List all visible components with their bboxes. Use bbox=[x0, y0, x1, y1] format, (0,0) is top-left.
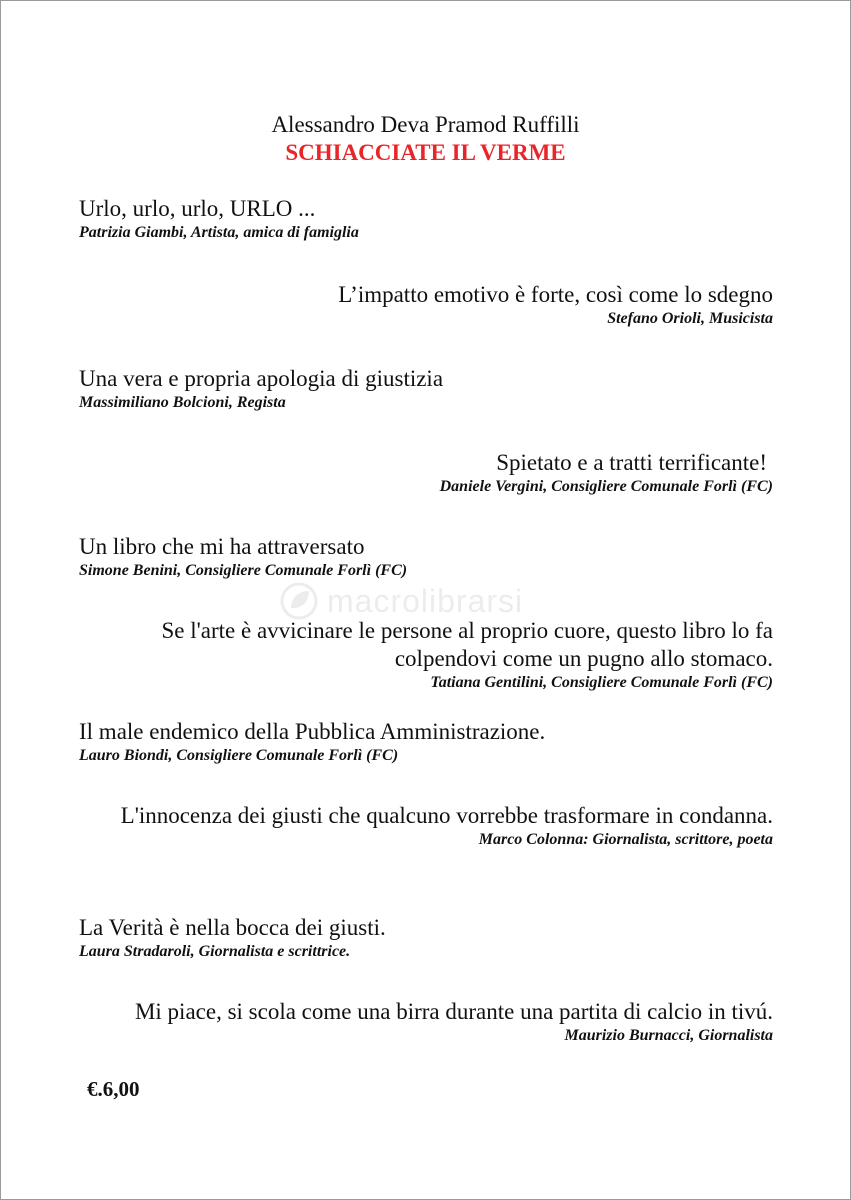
quote-source: Laura Stradaroli, Giornalista e scrittrice. bbox=[79, 943, 351, 960]
book-header bbox=[1, 111, 850, 167]
quote-text: Se l'arte è avvicinare le persone al proprio cuore, questo libro lo fa colpendovi come un pugno allo stomaco. bbox=[161, 618, 773, 671]
watermark-text: macrolibrarsi bbox=[327, 582, 524, 619]
quote-source: Tatiana Gentilini, Consigliere Comunale Forlì (FC) bbox=[430, 674, 773, 691]
quote-text: Il male endemico della Pubblica Amministrazione. bbox=[79, 719, 546, 744]
quote-text: L'innocenza dei giusti che qualcuno vorrebbe trasformare in condanna. bbox=[120, 803, 773, 828]
quote-item bbox=[79, 533, 773, 581]
quote-item bbox=[79, 802, 773, 850]
quote-item bbox=[79, 195, 773, 243]
quote-text: Mi piace, si scola come una birra durante una partita di calcio in tivú. bbox=[134, 999, 773, 1024]
quote-text: Urlo, urlo, urlo, URLO ... bbox=[79, 196, 316, 221]
quote-text: La Verità è nella bocca dei giusti. bbox=[79, 915, 386, 940]
leaf-logo-icon bbox=[279, 581, 319, 621]
quote-item bbox=[79, 998, 773, 1046]
quote-item bbox=[79, 617, 773, 693]
quote-source: Marco Colonna: Giornalista, scrittore, poeta bbox=[478, 831, 773, 848]
quote-item bbox=[79, 718, 773, 766]
author-name: Alessandro Deva Pramod Ruffilli bbox=[271, 112, 580, 137]
quote-text: Un libro che mi ha attraversato bbox=[79, 534, 365, 559]
quote-item bbox=[79, 914, 773, 962]
quote-text: L’impatto emotivo è forte, così come lo sdegno bbox=[338, 282, 773, 307]
quote-source: Massimiliano Bolcioni, Regista bbox=[79, 394, 286, 411]
quote-item bbox=[79, 281, 773, 329]
quote-source: Maurizio Burnacci, Giornalista bbox=[564, 1027, 773, 1044]
quote-item bbox=[79, 365, 773, 413]
quote-source: Patrizia Giambi, Artista, amica di famiglia bbox=[79, 224, 359, 241]
quote-source: Stefano Orioli, Musicista bbox=[607, 310, 773, 327]
quote-item bbox=[79, 449, 773, 497]
quote-source: Daniele Vergini, Consigliere Comunale Forlì (FC) bbox=[439, 478, 773, 495]
quote-text: Spietato e a tratti terrificante! bbox=[496, 450, 767, 475]
quote-source: Simone Benini, Consigliere Comunale Forlì (FC) bbox=[79, 562, 408, 579]
watermark bbox=[279, 581, 523, 621]
quote-text: Una vera e propria apologia di giustizia bbox=[79, 366, 444, 391]
quote-source: Lauro Biondi, Consigliere Comunale Forlì (FC) bbox=[79, 747, 399, 764]
book-title: SCHIACCIATE IL VERME bbox=[285, 140, 566, 165]
price-label: €.6,00 bbox=[87, 1077, 140, 1101]
